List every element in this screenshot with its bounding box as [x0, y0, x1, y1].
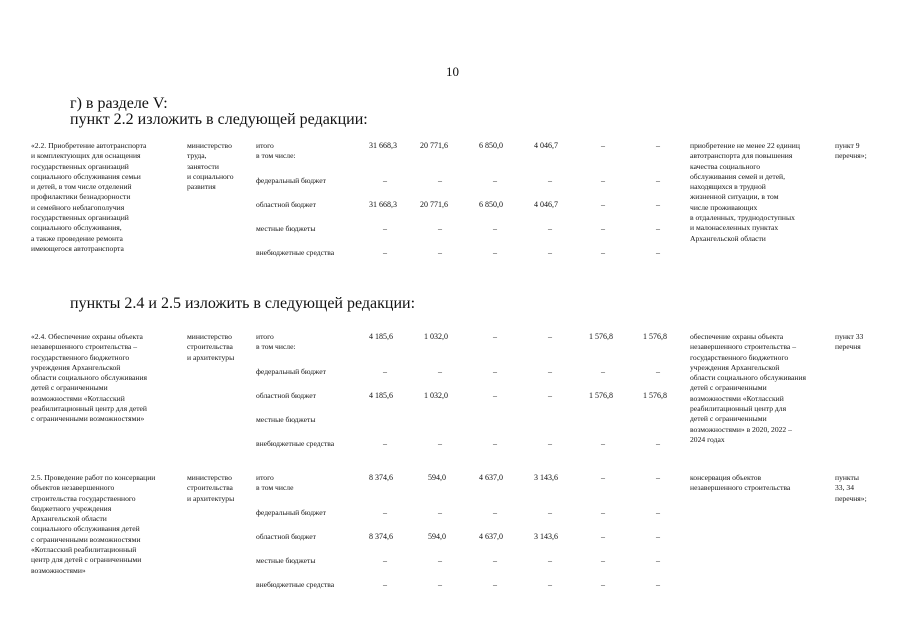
value-federal: –	[438, 367, 442, 376]
value-extra: –	[548, 248, 552, 257]
value-federal: –	[601, 176, 605, 185]
value-total-2022: –	[548, 332, 552, 341]
value-total-2020: 1 032,0	[424, 332, 448, 341]
value-total-2021: –	[493, 332, 497, 341]
value-federal: –	[383, 508, 387, 517]
value-federal: –	[656, 508, 660, 517]
value-total-all: 8 374,6	[369, 473, 393, 482]
value-extra: –	[601, 580, 605, 589]
value-regional-2020: 594,0	[428, 532, 446, 541]
executor: министерство строительства и архитектуры	[187, 473, 235, 503]
value-local: –	[383, 556, 387, 565]
value-federal: –	[548, 176, 552, 185]
value-regional-2020: 1 032,0	[424, 391, 448, 400]
value-total-2022: 4 046,7	[534, 141, 558, 150]
list-reference: пункты 33, 34 перечня»;	[835, 473, 867, 503]
source-local: местные бюджеты	[256, 224, 316, 233]
value-regional-2024: –	[656, 200, 660, 209]
value-regional-all: 4 185,6	[369, 391, 393, 400]
value-federal: –	[383, 367, 387, 376]
value-federal: –	[656, 176, 660, 185]
heading-section-v: г) в разделе V:	[70, 95, 168, 112]
expected-result: обеспечение охраны объекта незавершенного строительства – государственного бюджетного учреждения Архангельской области социального обслуживания детей с ограниченными возможностями «Котласский реабилитационный центр для детей с ограниченными возможностями» в 2020, 2022 – 2024 годах	[690, 332, 807, 444]
value-total-2022: 3 143,6	[534, 473, 558, 482]
value-extra: –	[438, 248, 442, 257]
value-extra: –	[656, 439, 660, 448]
value-federal: –	[493, 367, 497, 376]
value-extra: –	[438, 580, 442, 589]
value-local: –	[656, 224, 660, 233]
heading-items-2-4-2-5: пункты 2.4 и 2.5 изложить в следующей редакции:	[70, 295, 416, 312]
source-extra: внебюджетные средства	[256, 439, 335, 448]
value-local: –	[601, 556, 605, 565]
item-description: «2.2. Приобретение автотранспорта и комплектующих для оснащения государственных организаций социального обслуживания семьи и детей, в том числе отделений профилактики безнадзорности и семейного неблагополучия государственных организаций социального обслуживания, а также проведение ремонта имеющегося автотранспорта	[31, 141, 147, 253]
value-total-2024: 1 576,8	[643, 332, 667, 341]
source-regional: областной бюджет	[256, 532, 316, 541]
value-extra: –	[601, 248, 605, 257]
value-regional-2021: 6 850,0	[479, 200, 503, 209]
source-federal: федеральный бюджет	[256, 508, 326, 517]
value-total-2020: 594,0	[428, 473, 446, 482]
value-regional-all: 8 374,6	[369, 532, 393, 541]
list-reference: пункт 33 перечня	[835, 332, 864, 352]
source-local: местные бюджеты	[256, 556, 316, 565]
value-federal: –	[438, 508, 442, 517]
source-total: итого в том числе	[256, 473, 294, 493]
item-description: «2.4. Обеспечение охраны объекта незавершенного строительства – государственного бюджетного учреждения Архангельской области социального обслуживания детей с ограниченными возможностями «Котласский реабилитационный центр для детей с ограниченными возможностями»	[31, 332, 148, 424]
value-federal: –	[493, 508, 497, 517]
source-extra: внебюджетные средства	[256, 248, 335, 257]
value-regional-2020: 20 771,6	[420, 200, 448, 209]
source-regional: областной бюджет	[256, 200, 316, 209]
value-extra: –	[601, 439, 605, 448]
value-local: –	[493, 224, 497, 233]
value-federal: –	[548, 367, 552, 376]
value-extra: –	[383, 580, 387, 589]
value-extra: –	[656, 580, 660, 589]
value-total-all: 31 668,3	[369, 141, 397, 150]
item-description: 2.5. Проведение работ по консервации объектов незавершенного строительства государственного бюджетного учреждения Архангельской области социального обслуживания детей с ограниченными возможностями «Котласский реабилитационный центр для детей с ограниченными возможностями»	[31, 473, 156, 575]
source-regional: областной бюджет	[256, 391, 316, 400]
value-extra: –	[493, 580, 497, 589]
source-extra: внебюджетные средства	[256, 580, 335, 589]
source-federal: федеральный бюджет	[256, 367, 326, 376]
value-local: –	[548, 224, 552, 233]
value-regional-2023: –	[601, 532, 605, 541]
value-federal: –	[601, 508, 605, 517]
value-extra: –	[383, 439, 387, 448]
value-total-2023: 1 576,8	[589, 332, 613, 341]
value-regional-2022: –	[548, 391, 552, 400]
expected-result: приобретение не менее 22 единиц автотранспорта для повышения качества социального обслуживания семей и детей, находящихся в трудной жизненной ситуации, в том числе проживающих в отдаленных, труднодоступных и малонаселенных пунктах Архангельской области	[690, 141, 800, 243]
source-federal: федеральный бюджет	[256, 176, 326, 185]
value-local: –	[438, 224, 442, 233]
value-regional-2024: –	[656, 532, 660, 541]
value-local: –	[383, 224, 387, 233]
value-regional-2024: 1 576,8	[643, 391, 667, 400]
list-reference: пункт 9 перечня»;	[835, 141, 867, 161]
value-extra: –	[493, 439, 497, 448]
source-local: местные бюджеты	[256, 415, 316, 424]
value-federal: –	[656, 367, 660, 376]
value-regional-2021: 4 637,0	[479, 532, 503, 541]
source-total: итого в том числе:	[256, 141, 296, 161]
value-federal: –	[601, 367, 605, 376]
value-total-2021: 4 637,0	[479, 473, 503, 482]
value-regional-2023: –	[601, 200, 605, 209]
value-extra: –	[438, 439, 442, 448]
value-federal: –	[438, 176, 442, 185]
value-extra: –	[493, 248, 497, 257]
value-total-all: 4 185,6	[369, 332, 393, 341]
value-local: –	[601, 224, 605, 233]
value-extra: –	[383, 248, 387, 257]
value-regional-all: 31 668,3	[369, 200, 397, 209]
value-regional-2023: 1 576,8	[589, 391, 613, 400]
value-extra: –	[548, 580, 552, 589]
value-federal: –	[493, 176, 497, 185]
value-local: –	[438, 556, 442, 565]
value-total-2021: 6 850,0	[479, 141, 503, 150]
value-regional-2022: 3 143,6	[534, 532, 558, 541]
value-total-2023: –	[601, 473, 605, 482]
value-regional-2022: 4 046,7	[534, 200, 558, 209]
value-federal: –	[383, 176, 387, 185]
value-extra: –	[548, 439, 552, 448]
value-local: –	[493, 556, 497, 565]
value-total-2020: 20 771,6	[420, 141, 448, 150]
executor: министерство труда, занятости и социального развития	[187, 141, 234, 192]
value-regional-2021: –	[493, 391, 497, 400]
value-local: –	[656, 556, 660, 565]
expected-result: консервация объектов незавершенного строительства	[690, 473, 791, 493]
value-extra: –	[656, 248, 660, 257]
value-total-2024: –	[656, 473, 660, 482]
page-number: 10	[446, 64, 459, 79]
executor: министерство строительства и архитектуры	[187, 332, 235, 362]
value-total-2024: –	[656, 141, 660, 150]
value-local: –	[548, 556, 552, 565]
source-total: итого в том числе:	[256, 332, 296, 352]
value-federal: –	[548, 508, 552, 517]
value-total-2023: –	[601, 141, 605, 150]
heading-item-2-2: пункт 2.2 изложить в следующей редакции:	[70, 111, 368, 128]
